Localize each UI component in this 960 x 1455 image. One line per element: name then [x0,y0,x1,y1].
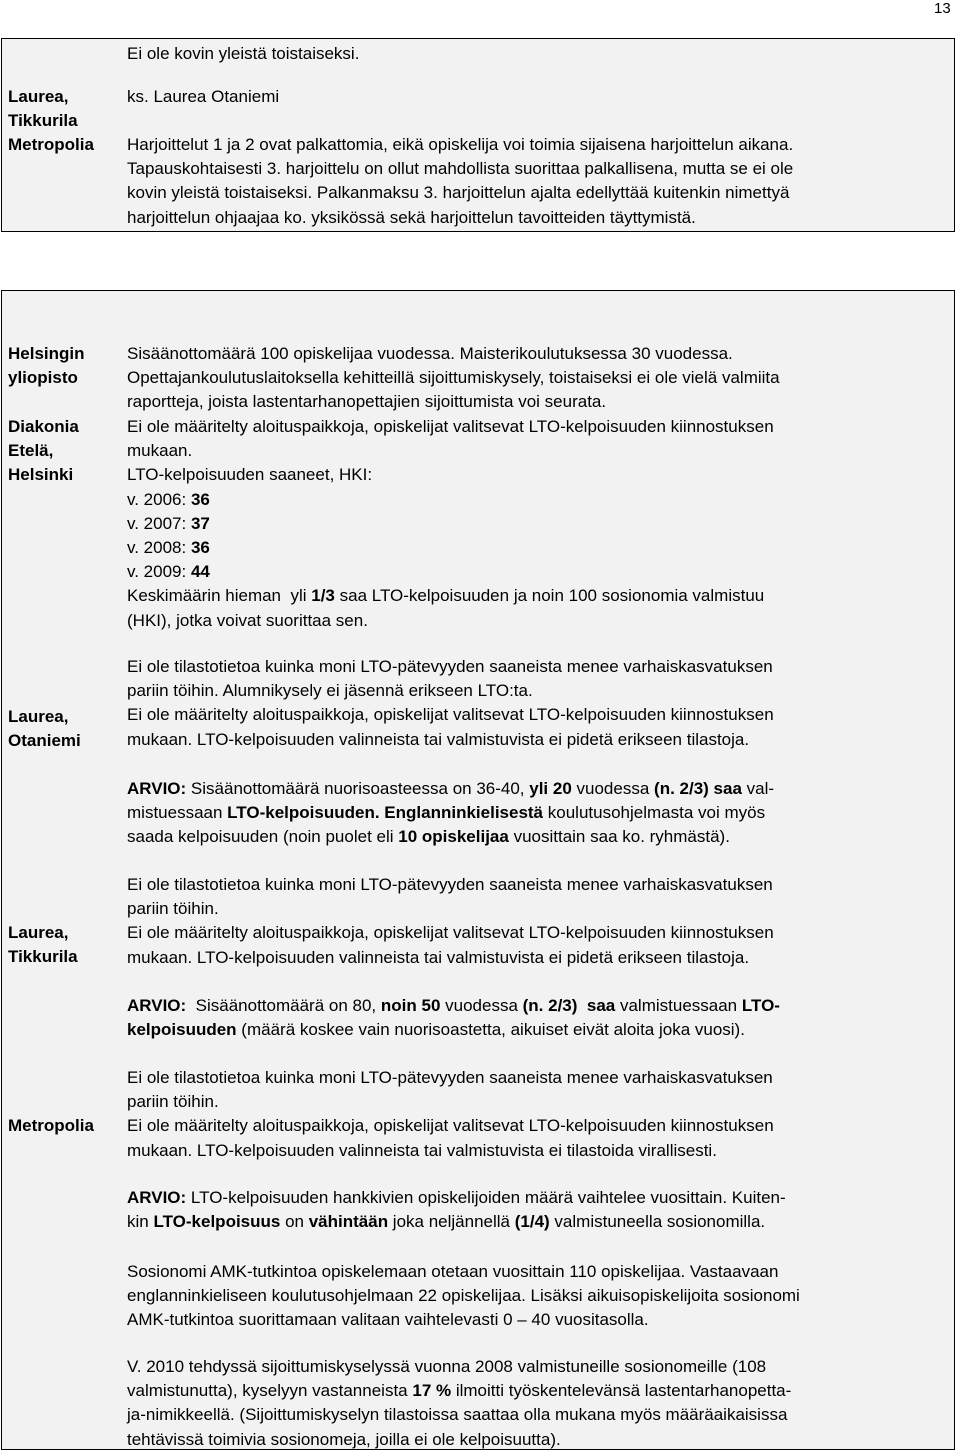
otaniemi-arvio: ARVIO: Sisäänottomäärä nuorisoasteessa on 36-40, yli 20 vuodessa (n. 2/3) saa val- mistuessaan LTO-kelpoisuuden. Englanninkielisestä koulutusohjelmasta voi myös saada kelpoisuuden (noin puolet eli 10 opiskelijaa vuosittain saa ko. ryhmästä). [127,779,775,847]
text-line: Ei ole kovin yleistä toistaiseksi. [127,44,360,63]
year-row: v. 2009: 44 [127,562,210,582]
helsingin-text: Sisäänottomäärä 100 opiskelijaa vuodessa. Maisterikoulutuksessa 30 vuodessa. Opettajankoulutuslaitoksella kehitteillä sijoittumiskysely, toistaiseksi ei ole vielä valmiita raportteja, joista lastentarhanopettajien sijoittumista voi seurata. [127,344,780,412]
year-row: v. 2008: 36 [127,538,210,558]
row-label-laurea-tikkurila-2: Laurea, Tikkurila [8,923,78,967]
row-label-metropolia: Metropolia [8,135,94,154]
tikkurila-text: Ei ole tilastotietoa kuinka moni LTO-pätevyyden saaneista menee varhaiskasvatuksen pariin töihin. Ei ole määritelty aloituspaikkoja, opiskelijat valitsevat LTO-kelpoisuuden kiinnostuksen mukaan. LTO-kelpoisuuden valinneista tai valmistuvista ei pidetä erikseen tilastoja. [127,875,774,967]
metropolia-arvio: ARVIO: LTO-kelpoisuuden hankkivien opiskelijoiden määrä vaihtelee vuosittain. Kuiten- kin LTO-kelpoisuus on vähintään joka neljännellä (1/4) valmistuneella sosionomilla. [127,1188,786,1232]
year-row: v. 2006: 36 [127,489,210,509]
metropolia-text: Ei ole tilastotietoa kuinka moni LTO-pätevyyden saaneista menee varhaiskasvatuksen pariin töihin. Ei ole määritelty aloituspaikkoja, opiskelijat valitsevat LTO-kelpoisuuden kiinnostuksen mukaan. LTO-kelpoisuuden valinneista tai valmistuvista ei tilastoida virallisesti. [127,1068,774,1160]
text-line: ks. Laurea Otaniemi [127,87,280,106]
year-row: v. 2007: 37 [127,513,210,533]
page-number: 13 [934,0,951,17]
row-label-helsingin-yliopisto: Helsingin yliopisto [8,344,85,388]
metropolia-survey: V. 2010 tehdyssä sijoittumiskyselyssä vuonna 2008 valmistuneille sosionomeille (108 valmistunutta), kyselyyn vastanneista 17 % ilmoitti työskentelevänsä lastentarhanopetta- ja-nimikkeellä. (Sijoittumiskyselyn tilastoissa saattaa olla mukana myös määräaikaisissa tehtävissä toimivia sosionomeja, joilla ei ole kelpoisuutta). [127,1357,792,1449]
metropolia-sosionomi: Sosionomi AMK-tutkintoa opiskelemaan otetaan vuosittain 110 opiskelijaa. Vastaavaan englanninkieliseen koulutusohjelmaan 22 opiskelijaa. Lisäksi aikuisopiskelijoita sosionomi AMK-tutkintoa suorittamaan valitaan vaihtelevasti 0 – 40 vuositasolla. [127,1262,800,1330]
diakonia-summary: Keskimäärin hieman yli 1/3 saa LTO-kelpoisuuden ja noin 100 sosionomia valmistuu [127,586,765,606]
metropolia-internship-text: Harjoittelut 1 ja 2 ovat palkattomia, eikä opiskelija voi toimia sijaisena harjoittelun aikana. Tapauskohtaisesti 3. harjoittelu on ollut mahdollista suorittaa palkallisena, mutta se ei ole kovin yleistä toistaiseksi. Palkanmaksu 3. harjoittelun ajalta edellyttää kuitenkin nimettyä harjoittelun ohjaajaa ko. yksikössä sekä harjoittelun tavoitteiden täyttymistä. [127,135,794,227]
row-label-laurea-tikkurila: Laurea, Tikkurila [8,87,78,131]
row-label-metropolia-2: Metropolia [8,1116,94,1135]
diakonia-text: Ei ole määritelty aloituspaikkoja, opiskelijat valitsevat LTO-kelpoisuuden kiinnostuksen mukaan. LTO-kelpoisuuden saaneet, HKI: v. 2006: 36 v. 2007: 37 v. 2008: 36 v. 2009: 44 Keskimäärin hieman yli 1/3 saa LTO-kelpoisuuden ja noin 100 sosionomia valmistuu (HKI), jotka voivat suorittaa sen. [127,417,774,630]
tikkurila-arvio: ARVIO: Sisäänottomäärä on 80, noin 50 vuodessa (n. 2/3) saa valmistuessaan LTO- kelpoisuuden (määrä koskee vain nuorisoastetta, aikuiset eivät aloita joka vuosi). [127,996,780,1040]
row-label-diakonia: Diakonia Etelä, Helsinki [8,417,79,485]
otaniemi-text: Ei ole tilastotietoa kuinka moni LTO-pätevyyden saaneista menee varhaiskasvatuksen pariin töihin. Alumnikysely ei jäsennä erikseen LTO:ta. Ei ole määritelty aloituspaikkoja, opiskelijat valitsevat LTO-kelpoisuuden kiinnostuksen mukaan. LTO-kelpoisuuden valinneista tai valmistuvista ei pidetä erikseen tilastoja. [127,657,774,749]
row-label-laurea-otaniemi: Laurea, Otaniemi [8,707,81,751]
